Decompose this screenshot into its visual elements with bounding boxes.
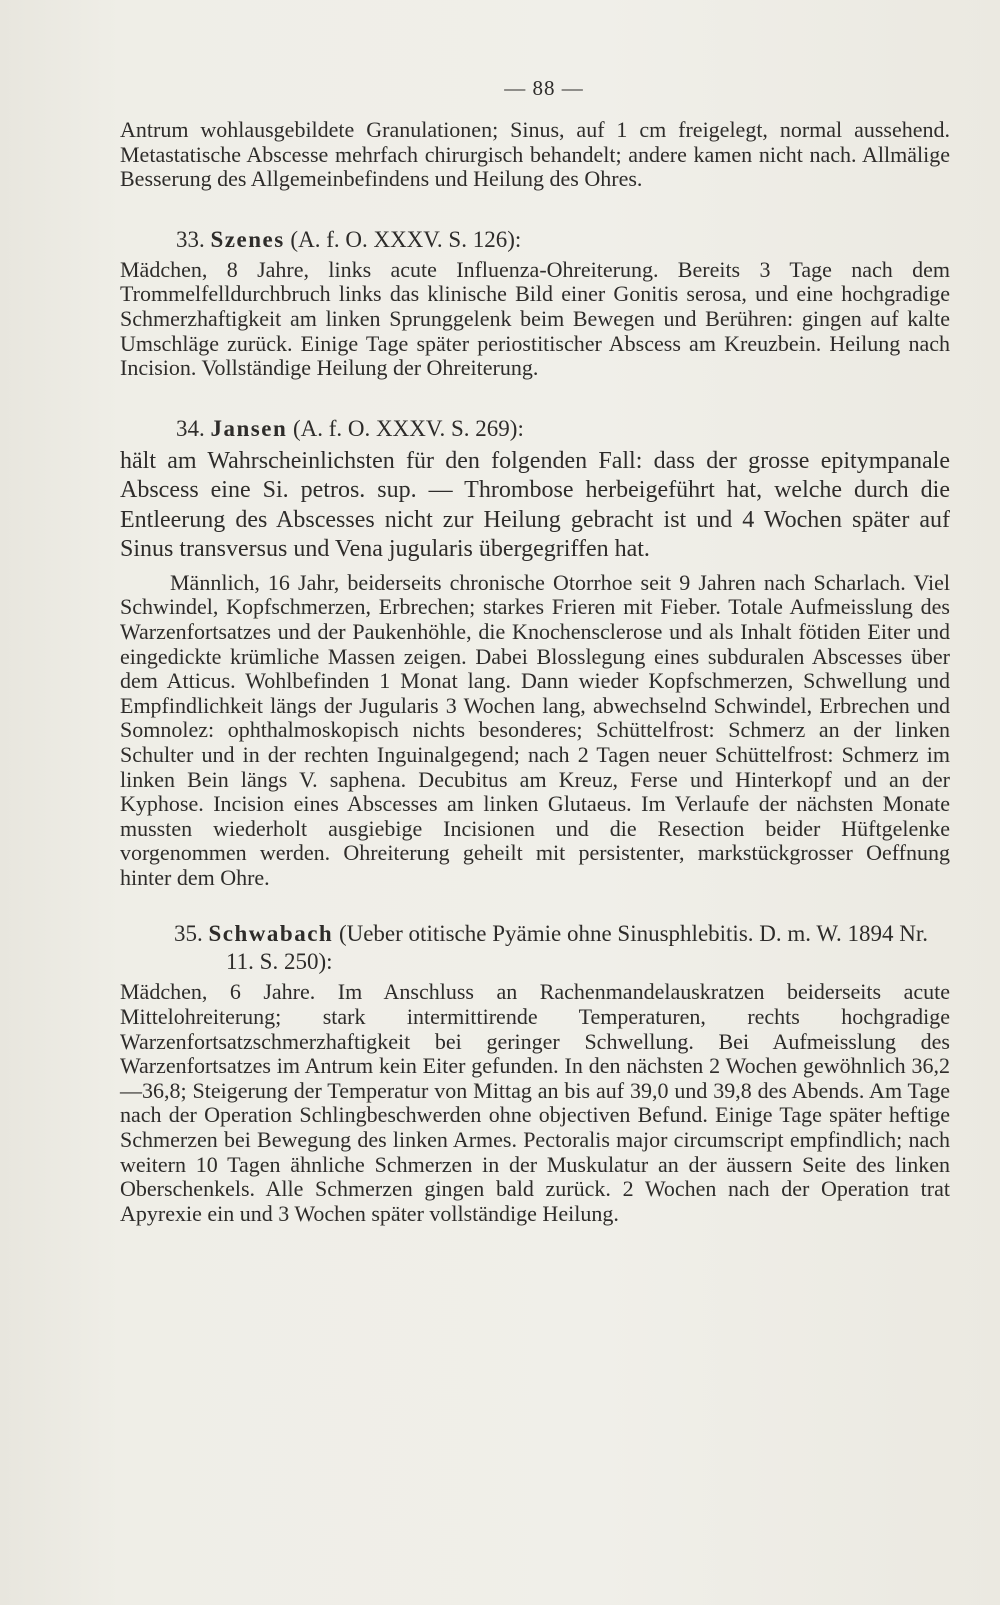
entry-number: 33. bbox=[176, 226, 205, 252]
entry-heading bbox=[120, 415, 950, 443]
entry-citation: (A. f. O. XXXV. S. 126): bbox=[290, 226, 522, 252]
entry-heading bbox=[120, 920, 950, 976]
entry-number: 35. bbox=[174, 921, 203, 947]
case-entry bbox=[120, 920, 950, 1226]
entry-citation: (A. f. O. XXXV. S. 269): bbox=[293, 415, 524, 441]
case-entry bbox=[120, 415, 950, 891]
entry-author: Jansen bbox=[210, 415, 288, 441]
entry-citation: (Ueber otitische Pyämie ohne Sinusphlebitis. D. m. W. 1894 Nr. 11. S. 250): bbox=[226, 921, 928, 975]
entry-paragraph: Mädchen, 6 Jahre. Im Anschluss an Rachenmandelauskratzen beiderseits acute Mittelohreiterung; stark intermittirende Temperaturen, rechts hochgradige Warzenfortsatzschmerzhaftigkeit bei geringer Schwellung. Bei Aufmeisslung des Warzenfortsatzes im Antrum kein Eiter gefunden. In den nächsten 2 Wochen gewöhnlich 36,2—36,8; Steigerung der Temperatur von Mittag an bis auf 39,0 und 39,8 des Abends. Am Tage nach der Operation Schlingbeschwerden ohne objectiven Befund. Einige Tage später heftige Schmerzen bei Bewegung des linken Armes. Pectoralis major circumscript empfindlich; nach weitern 10 Tagen ähnliche Schmerzen in der Muskulatur an der äussern Seite des linken Oberschenkels. Alle Schmerzen gingen bald zurück. 2 Wochen nach der Operation trat Apyrexie ein und 3 Wochen später vollständige Heilung. bbox=[120, 979, 950, 1226]
entry-paragraph: Mädchen, 8 Jahre, links acute Influenza-Ohreiterung. Bereits 3 Tage nach dem Trommelfelldurchbruch links das klinische Bild einer Gonitis serosa, und eine hochgradige Schmerzhaftigkeit am linken Sprunggelenk beim Bewegen und Berühren: gingen auf kalte Umschläge zurück. Einige Tage später periostitischer Abscess am Kreuzbein. Heilung nach Incision. Vollständige Heilung der Ohreiterung. bbox=[120, 256, 950, 381]
page-number: — 88 — bbox=[504, 76, 584, 100]
entry-author: Schwabach bbox=[208, 921, 334, 947]
case-entry bbox=[120, 226, 950, 381]
entry-paragraph: hält am Wahrscheinlichsten für den folgenden Fall: dass der grosse epitympanale Abscess eine Si. petros. sup. — Thrombose herbeigeführt hat, welche durch die Entleerung des Abscesses nicht zur Heilung gebracht ist und 4 Wochen später auf Sinus transversus und Vena jugularis übergegriffen hat. bbox=[120, 447, 950, 563]
page-body bbox=[120, 118, 950, 1226]
entry-paragraph: Männlich, 16 Jahr, beiderseits chronische Otorrhoe seit 9 Jahren nach Scharlach. Viel Schwindel, Kopfschmerzen, Erbrechen; starkes Frieren mit Fieber. Totale Aufmeisslung des Warzenfortsatzes und der Paukenhöhle, die Knochensclerose und als Inhalt fötiden Eiter und eingedickte krümliche Massen zeigen. Dabei Blosslegung eines subduralen Abscesses über dem Atticus. Wohlbefinden 1 Monat lang. Dann wieder Kopfschmerzen, Schwellung und Empfindlichkeit längs der Jugularis 3 Wochen lang, abwechselnd Schwindel, Erbrechen und Somnolez: ophthalmoskopisch nichts besonderes; Schüttelfrost: Schmerz an der linken Schulter und in der rechten Inguinalgegend; nach 2 Tagen neuer Schüttelfrost: Schmerz im linken Bein längs V. saphena. Decubitus am Kreuz, Ferse und Hinterkopf und an der Kyphose. Incision eines Abscesses am linken Glutaeus. Im Verlaufe der nächsten Monate mussten wiederholt ausgiebige Incisionen und die Resection beider Hüftgelenke vorgenommen werden. Ohreiterung geheilt mit persistenter, markstückgrosser Oeffnung hinter dem Ohre. bbox=[120, 569, 950, 890]
entry-number: 34. bbox=[176, 415, 205, 441]
entry-author: Szenes bbox=[210, 226, 285, 252]
entry-heading bbox=[120, 226, 950, 254]
continuation-paragraph: Antrum wohlausgebildete Granulationen; Sinus, auf 1 cm freigelegt, normal aussehend. Metastatische Abscesse mehrfach chirurgisch behandelt; andere kamen nicht nach. Allmälige Besserung des Allgemeinbefindens und Heilung des Ohres. bbox=[120, 117, 950, 192]
